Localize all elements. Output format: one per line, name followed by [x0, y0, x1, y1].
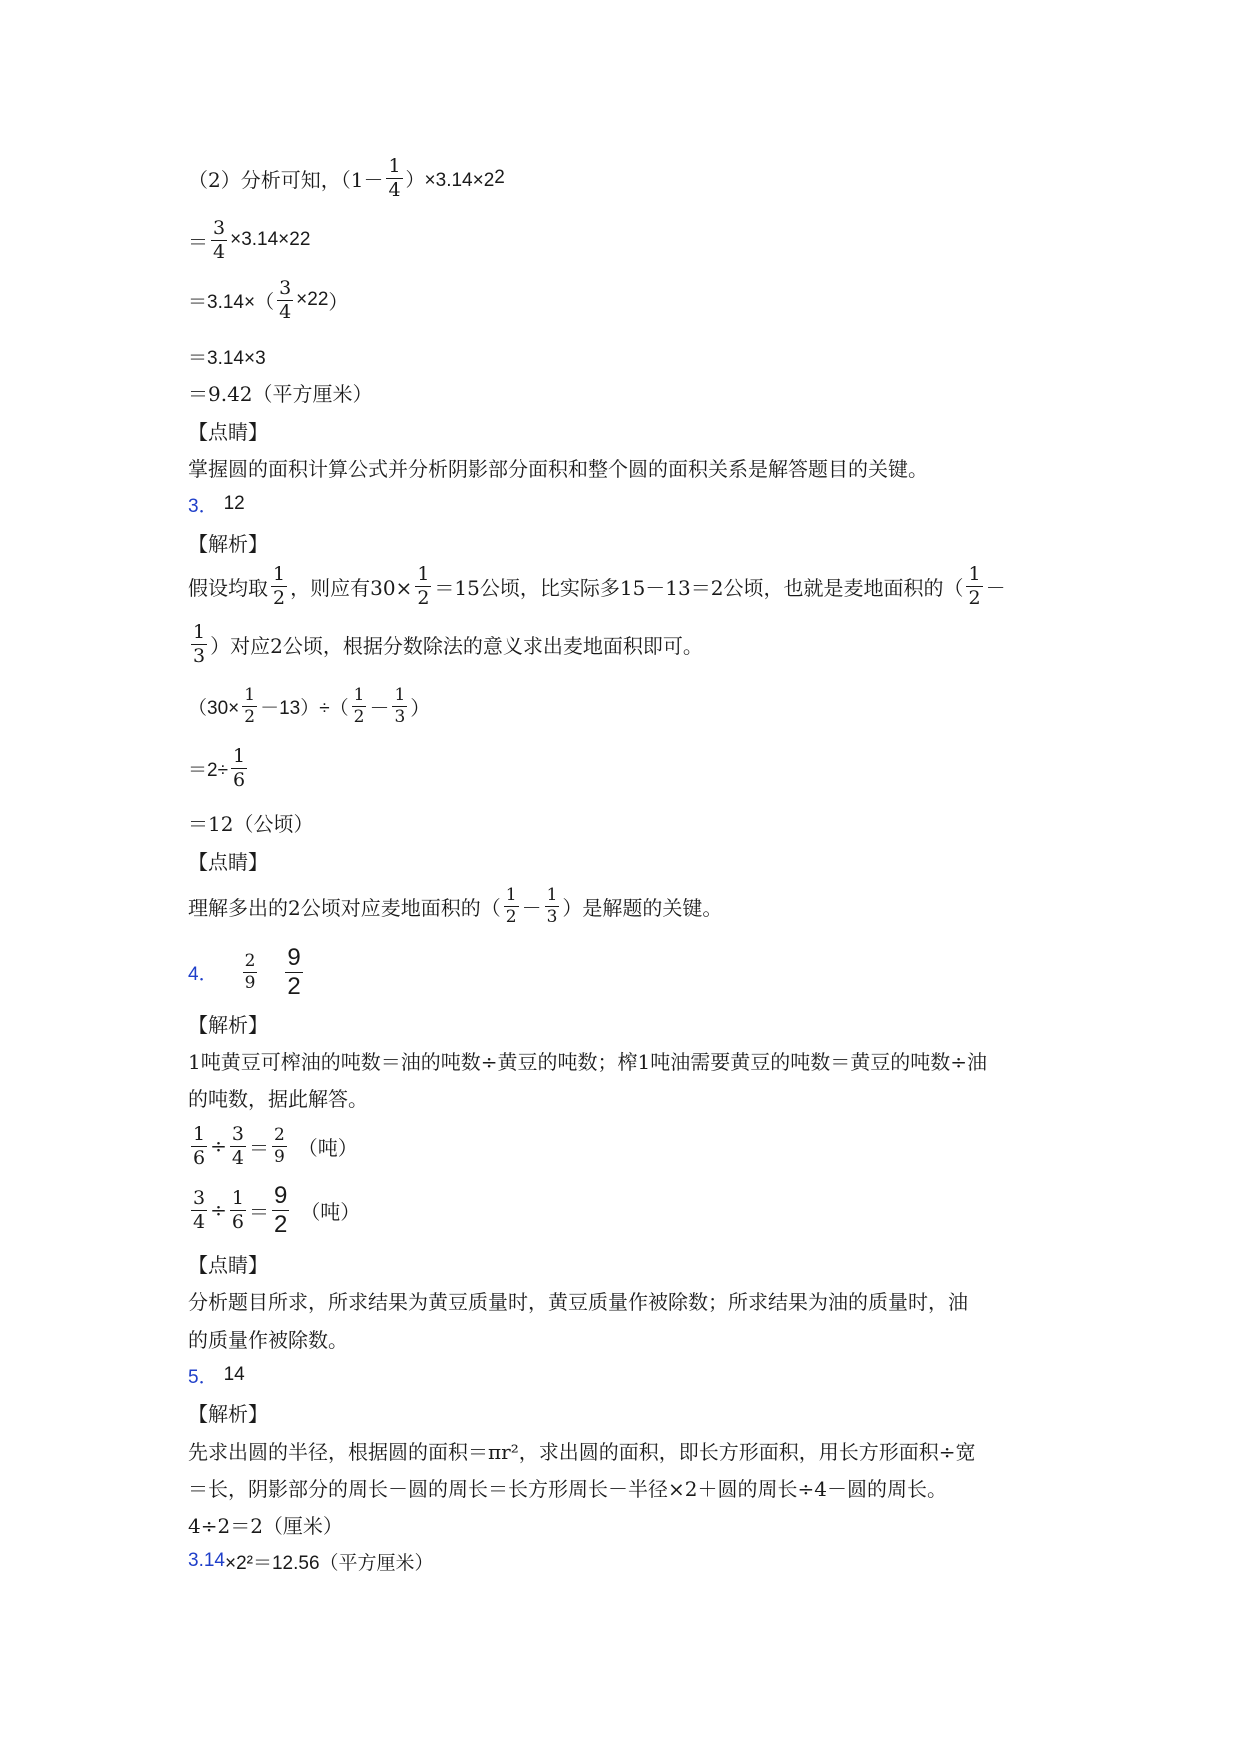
fraction: $\frac{1}{2}$ [273, 562, 286, 609]
text: －13）÷（ [260, 697, 349, 719]
question-number: 5． [188, 1366, 218, 1388]
fraction: $\frac{3}{4}$ [279, 276, 292, 323]
paragraph: 的吨数，据此解答。 [188, 1086, 368, 1111]
paragraph: 分析题目所求，所求结果为黄豆质量时，黄豆质量作被除数；所求结果为油的质量时，油 [188, 1289, 968, 1314]
calc-line [188, 744, 250, 791]
section-heading: 【解析】 [188, 1012, 268, 1037]
text: ＝ [248, 1199, 269, 1224]
text: （30× [188, 697, 240, 719]
question-number: 3． [188, 495, 218, 517]
paragraph: 1吨黄豆可榨油的吨数＝油的吨数÷黄豆的吨数；榨1吨油需要黄豆的吨数＝黄豆的吨数÷油 [188, 1049, 987, 1074]
text: ） [328, 289, 349, 314]
fraction: $\frac{2}{9}$ [244, 950, 256, 993]
paragraph: 先求出圆的半径，根据圆的面积＝πr²，求出圆的面积，即长方形面积，用长方形面积÷宽 [188, 1439, 976, 1464]
fraction: $\frac{1}{6}$ [233, 744, 246, 791]
text: ÷ [210, 1198, 227, 1222]
paragraph-line [188, 886, 722, 926]
fraction: $\frac{1}{6}$ [231, 1186, 244, 1233]
text: 理解多出的2公顷对应麦地面积的（ [188, 895, 501, 920]
fraction: $\frac{2}{9}$ [273, 1124, 285, 1167]
fraction: $\frac{3}{4}$ [231, 1122, 244, 1169]
calc-line [188, 1541, 434, 1581]
fraction: $\frac{1}{6}$ [193, 1122, 206, 1169]
question-4-answer [188, 943, 306, 1000]
text: ）是解题的关键。 [562, 895, 723, 920]
fraction: $\frac{1}{2}$ [968, 562, 981, 609]
fraction: $\frac{3}{4}$ [213, 216, 226, 263]
text: ，则应有30× [290, 575, 413, 600]
unit: （吨） [297, 1135, 358, 1160]
text: ＝ [248, 1135, 269, 1160]
fraction: $\frac{3}{4}$ [193, 1186, 206, 1233]
calc-line-4: ＝3.14×3 [188, 347, 266, 369]
question-number: 4． [188, 963, 218, 985]
text: ）对应2公顷，根据分数除法的意义求出麦地面积即可。 [210, 633, 703, 658]
answer-value: 12 [223, 493, 245, 514]
text: － [521, 895, 542, 920]
fraction: $\frac{1}{2}$ [417, 562, 430, 609]
paragraph: 掌握圆的面积计算公式并分析阴影部分面积和整个圆的面积关系是解答题目的关键。 [188, 456, 928, 481]
answer-value: 14 [223, 1364, 245, 1385]
text: ÷ [210, 1134, 227, 1158]
paragraph-line [188, 562, 1006, 609]
fraction: $\frac{1}{2}$ [353, 684, 365, 727]
calc-line: 4÷2＝2（厘米） [188, 1513, 343, 1538]
question-3-answer [188, 484, 245, 524]
calc-line: ＝12（公顷） [188, 811, 314, 836]
text: － [369, 695, 390, 720]
section-heading: 【解析】 [188, 531, 268, 556]
unit: （吨） [300, 1199, 361, 1224]
calc-line [188, 686, 430, 726]
fraction: $\frac{1}{2}$ [505, 884, 517, 927]
section-heading: 【解析】 [188, 1401, 268, 1426]
fraction: $\frac{1}{2}$ [244, 684, 256, 727]
section-heading: 【点睛】 [188, 849, 268, 874]
text: ×2 [296, 289, 318, 310]
section-heading: 【点睛】 [188, 419, 268, 444]
fraction: $\frac{1}{3}$ [394, 684, 406, 727]
text: ＝ [188, 229, 208, 254]
text: ） [410, 695, 431, 720]
calc-line-3: ＝3.14×（ $\frac{3}{4}$ ×2 2 ） [188, 276, 349, 323]
calc-line [188, 1181, 361, 1238]
question-5-answer [188, 1355, 245, 1395]
text: － [985, 575, 1006, 600]
fraction: $\frac{9}{2}$ [287, 943, 301, 1000]
calc-line-5: ＝9.42（平方厘米） [188, 381, 373, 406]
text: ×2²＝12.56（平方厘米） [224, 1552, 434, 1574]
fraction: $\frac{1}{3}$ [546, 884, 558, 927]
calc-line-2: ＝ $\frac{3}{4}$ ×3.14×2 2 [188, 216, 311, 263]
text: 3.14 [188, 1550, 225, 1571]
section-heading: 【点睛】 [188, 1252, 268, 1277]
fraction: $\frac{9}{2}$ [273, 1181, 288, 1238]
text: 假设均取 [188, 575, 268, 600]
fraction: $\frac{1}{3}$ [193, 620, 206, 667]
paragraph: 的质量作被除数。 [188, 1327, 348, 1352]
text: ＝2÷ [188, 759, 228, 781]
paragraph: ＝长，阴影部分的周长－圆的周长＝长方形周长－半径×2＋圆的周长÷4－圆的周长。 [188, 1476, 947, 1501]
paragraph-line [188, 620, 703, 667]
text: ＝3.14×（ [188, 291, 275, 313]
text: ×3.14×2 [230, 229, 300, 250]
text: ＝15公顷，比实际多15－13＝2公顷，也就是麦地面积的（ [434, 575, 964, 600]
text: ）×3.14×2 [405, 169, 495, 191]
calc-line [188, 1122, 358, 1169]
fraction: $\frac{1}{4}$ [388, 154, 401, 201]
text: （2）分析可知，（1－ [188, 167, 384, 192]
calc-line-1: （2）分析可知，（1－ $\frac{1}{4}$ ）×3.14×2 2 [188, 154, 505, 201]
